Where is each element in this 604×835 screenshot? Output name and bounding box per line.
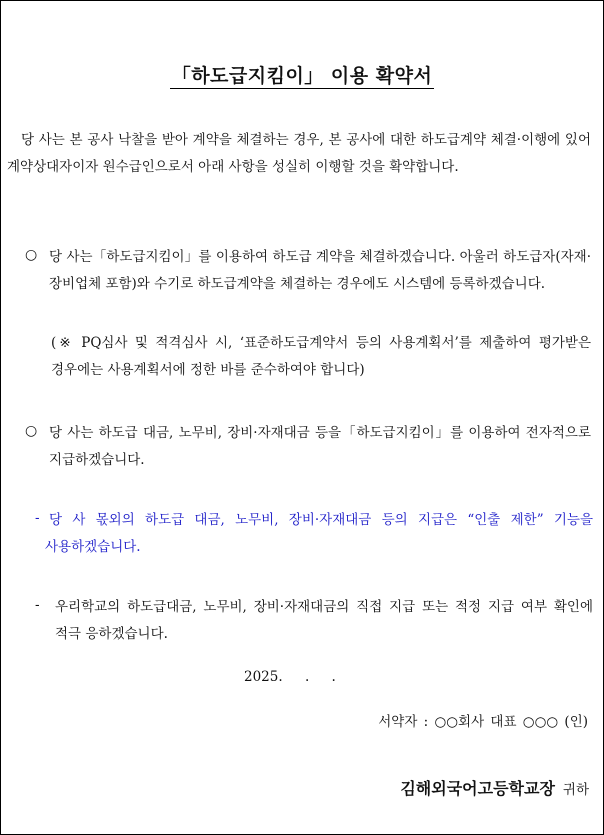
pledge-item-2: 당 사는 하도급 대금, 노무비, 장비·자재대금 등을「하도급지킴이」를 이용하여 전자적으로 지급하겠습니다. [49, 425, 591, 468]
pledge-item-1-note: (※ PQ심사 및 적격심사 시, ‘표준하도급계약서 등의 사용계획서’를 제출하여 평가받은 경우에는 사용계획서에 정한 바를 준수하여야 합니다) [51, 335, 591, 378]
school-name: 김해외국어고등학교장 [400, 779, 555, 798]
bullet-circle-2: ○ [25, 423, 38, 439]
document-title: 「하도급지킴이」 이용 확약서 [171, 65, 433, 87]
sub-item-withdrawal-limit: 당 사 몫외의 하도급 대금, 노무비, 장비·자재대금 등의 지급은 “인출 제한” 기능을 사용하겠습니다. [45, 512, 593, 555]
intro-paragraph: 당 사는 본 공사 낙찰을 받아 계약을 체결하는 경우, 본 공사에 대한 하도급계약 체결·이행에 있어 계약상대자이자 원수급인으로서 아래 사항을 성실히 이행할 것을 확약합니다. [7, 132, 591, 175]
date-line: 2025. . . [244, 669, 336, 685]
addressee-line [400, 776, 589, 799]
signer-line: 서약자 : ○○회사 대표 ○○○ (인) [378, 714, 588, 730]
addressee-suffix: 귀하 [562, 782, 589, 798]
sub-item-direct-payment: 우리학교의 하도급대금, 노무비, 장비·자재대금의 직접 지급 또는 적정 지급 여부 확인에 적극 응하겠습니다. [55, 599, 593, 642]
dash-marker-2: - [35, 597, 40, 613]
dash-marker-1: - [35, 510, 40, 526]
bullet-circle-1: ○ [25, 247, 38, 263]
pledge-item-1: 당 사는「하도급지킴이」를 이용하여 하도급 계약을 체결하겠습니다. 아울러 하도급자(자재·장비업체 포함)와 수기로 하도급계약을 체결하는 경우에도 시스템에 등록하겠습니다. [49, 249, 591, 292]
